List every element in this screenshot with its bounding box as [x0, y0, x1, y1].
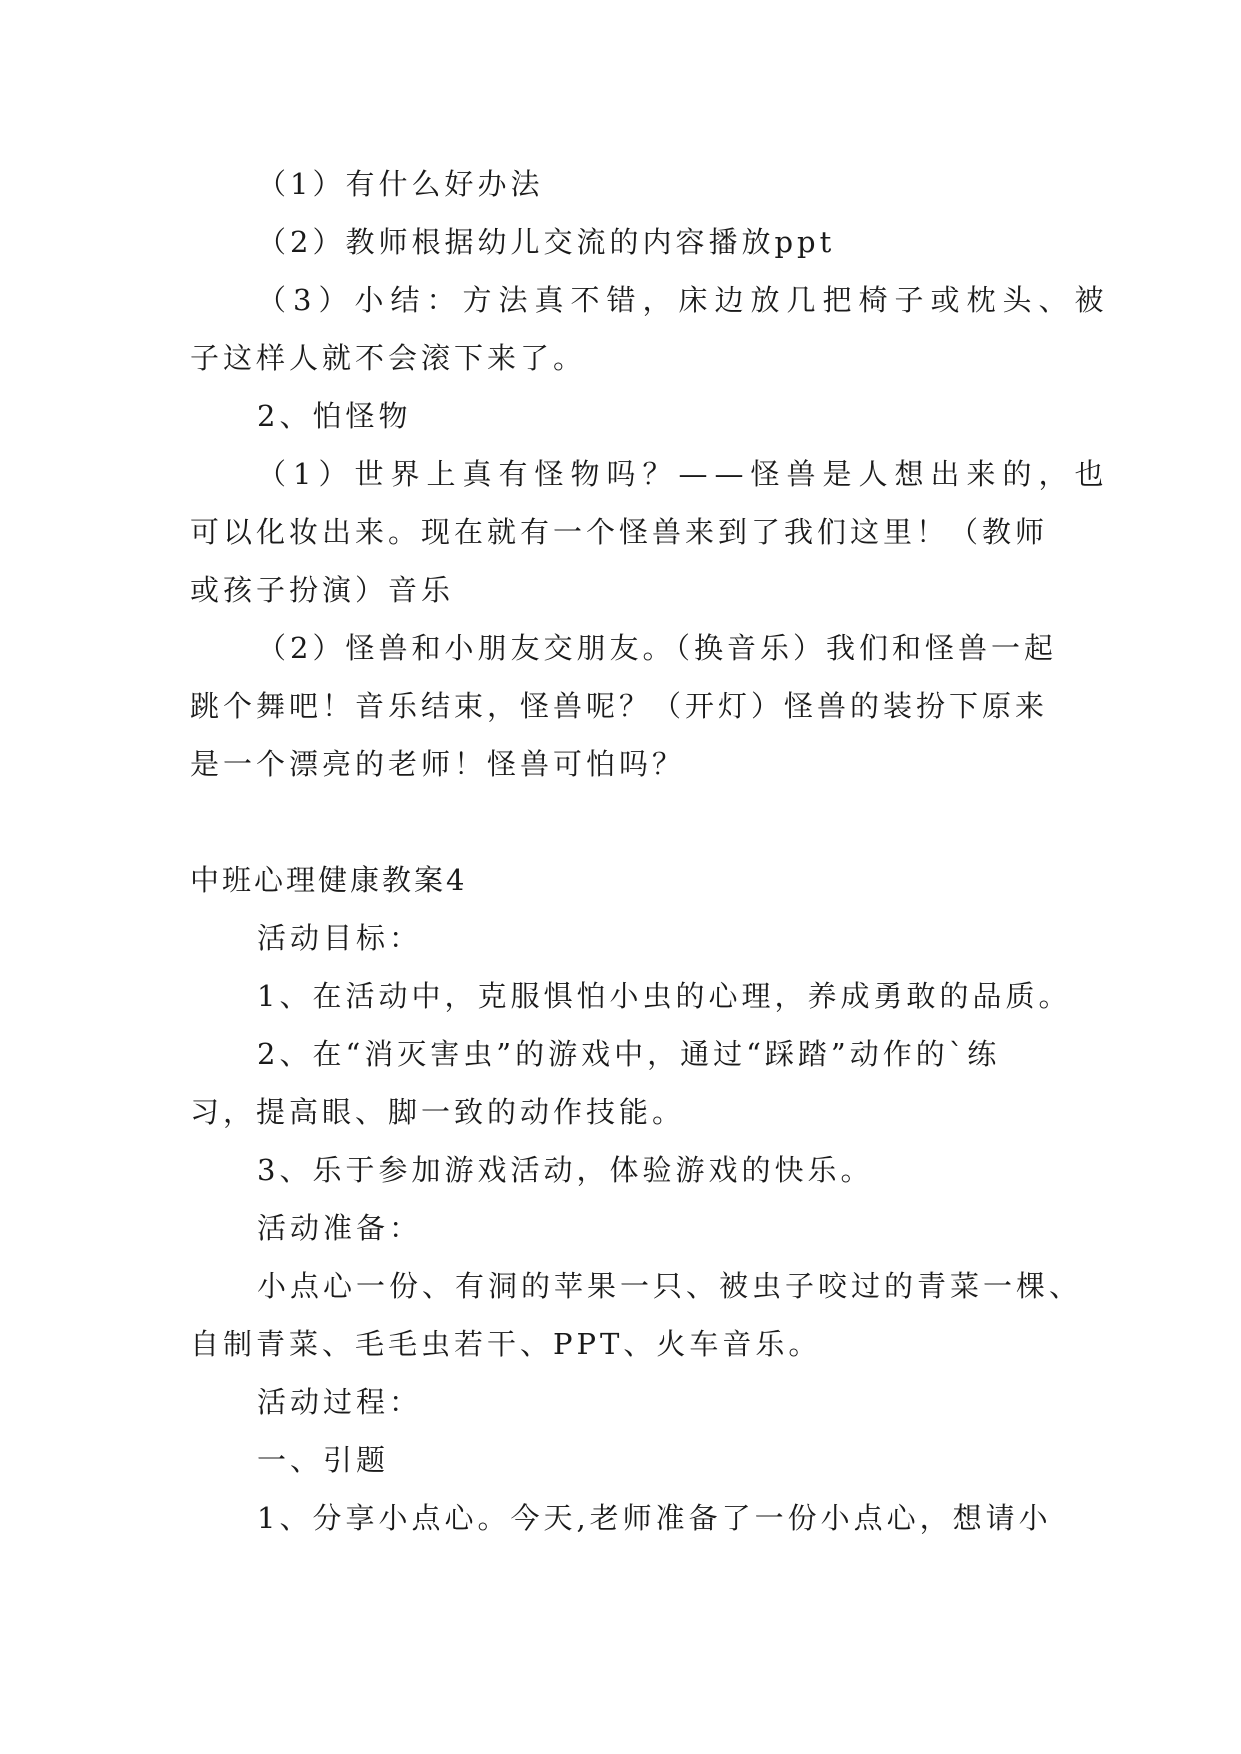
- paragraph-line: 活动准备：: [257, 1211, 423, 1245]
- paragraph-line: 1、分享小点心。今天,老师准备了一份小点心，想请小: [257, 1501, 1052, 1535]
- paragraph-line: 或孩子扮演）音乐: [190, 573, 455, 607]
- paragraph-line: （2）教师根据幼儿交流的内容播放ppt: [257, 225, 836, 259]
- paragraph-line: 跳个舞吧！音乐结束，怪兽呢？（开灯）怪兽的装扮下原来: [190, 689, 1049, 723]
- paragraph-line: 3、乐于参加游戏活动，体验游戏的快乐。: [257, 1153, 874, 1187]
- paragraph-line: （3）小结：方法真不错，床边放几把椅子或枕头、被: [257, 283, 1111, 317]
- section-title: 中班心理健康教案4: [190, 863, 468, 897]
- paragraph-line: 可以化妆出来。现在就有一个怪兽来到了我们这里！（教师: [190, 515, 1049, 549]
- paragraph-line: 活动目标：: [257, 921, 423, 955]
- paragraph-line: 小点心一份、有洞的苹果一只、被虫子咬过的青菜一棵、: [257, 1269, 1083, 1303]
- paragraph-line: （2）怪兽和小朋友交朋友。（换音乐）我们和怪兽一起: [257, 631, 1057, 665]
- paragraph-line: 习，提高眼、脚一致的动作技能。: [190, 1095, 686, 1129]
- paragraph-line: 1、在活动中，克服惧怕小虫的心理，养成勇敢的品质。: [257, 979, 1072, 1013]
- paragraph-line: 子这样人就不会滚下来了。: [190, 341, 587, 375]
- paragraph-line: 自制青菜、毛毛虫若干、PPT、火车音乐。: [190, 1327, 822, 1361]
- paragraph-line: 是一个漂亮的老师！怪兽可怕吗？: [190, 747, 686, 781]
- paragraph-line: 2、怕怪物: [257, 399, 412, 433]
- paragraph-line: 2、在“消灭害虫”的游戏中，通过“踩踏”动作的`练: [257, 1037, 1001, 1071]
- paragraph-line: （1）世界上真有怪物吗？——怪兽是人想出来的，也: [257, 457, 1111, 491]
- paragraph-line: 活动过程：: [257, 1385, 423, 1419]
- paragraph-line: 一、引题: [257, 1443, 390, 1477]
- paragraph-line: （1）有什么好办法: [257, 167, 544, 201]
